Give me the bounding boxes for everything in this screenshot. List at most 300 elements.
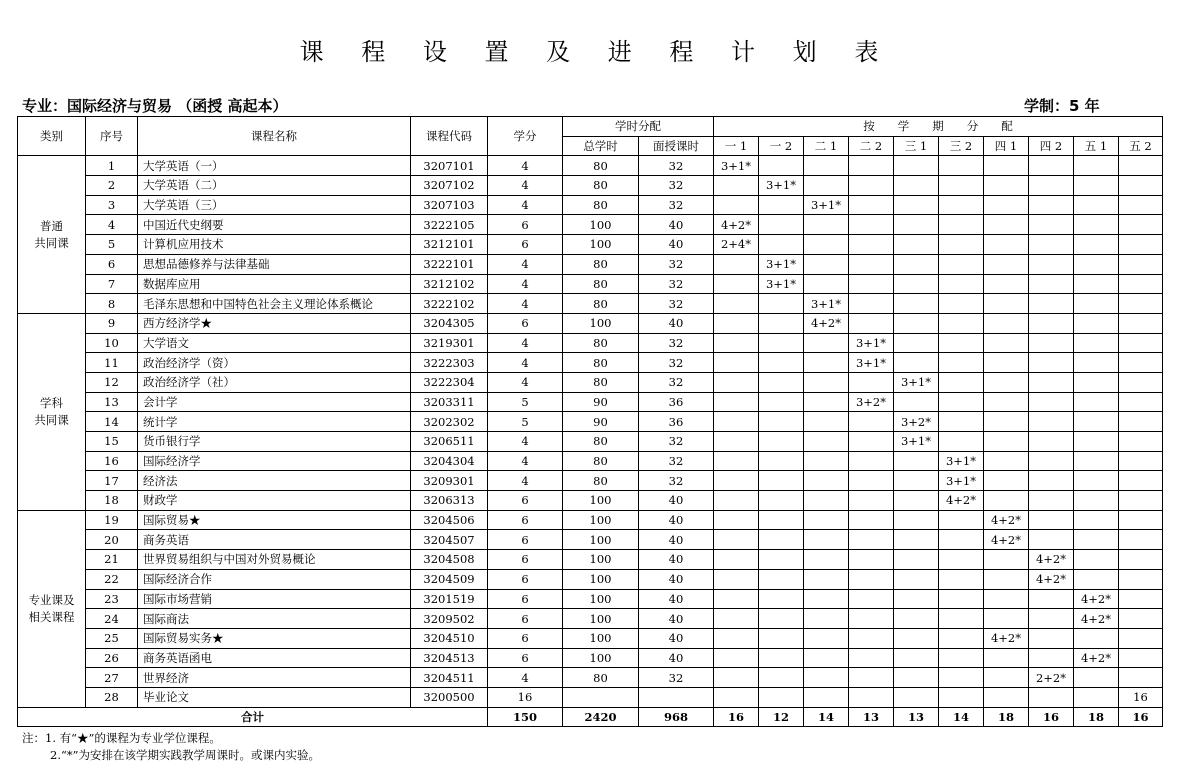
semester-cell — [894, 687, 939, 707]
semester-cell — [804, 235, 849, 255]
seq-cell: 11 — [86, 353, 138, 373]
semester-cell — [849, 648, 894, 668]
semester-cell — [1029, 215, 1074, 235]
semester-cell — [849, 628, 894, 648]
course-code-cell: 3204304 — [411, 451, 488, 471]
semester-cell — [714, 432, 759, 452]
semester-cell — [804, 333, 849, 353]
course-name-cell: 政治经济学（社） — [138, 372, 411, 392]
semester-cell — [849, 215, 894, 235]
contact-hours-cell: 32 — [639, 372, 714, 392]
semester-cell — [984, 176, 1029, 196]
contact-hours-cell: 40 — [639, 609, 714, 629]
course-name-cell: 商务英语函电 — [138, 648, 411, 668]
semester-cell — [1119, 530, 1163, 550]
semester-cell — [1074, 294, 1119, 314]
header-semester-group: 按 学 期 分 配 — [714, 117, 1163, 137]
course-code-cell: 3204510 — [411, 628, 488, 648]
semester-cell: 3+1* — [939, 471, 984, 491]
contact-hours-cell: 36 — [639, 412, 714, 432]
table-body — [18, 156, 1163, 727]
semester-cell: 4+2* — [984, 628, 1029, 648]
contact-hours-cell: 32 — [639, 668, 714, 688]
total-hours-cell: 90 — [563, 392, 639, 412]
semester-cell: 3+1* — [759, 254, 804, 274]
semester-cell — [894, 589, 939, 609]
course-name-cell: 国际贸易★ — [138, 510, 411, 530]
total-semester-cell: 14 — [804, 707, 849, 727]
semester-cell — [894, 313, 939, 333]
semester-cell — [1029, 254, 1074, 274]
semester-cell — [849, 569, 894, 589]
semester-cell — [1029, 510, 1074, 530]
table-row — [18, 628, 1163, 648]
semester-cell — [1029, 471, 1074, 491]
header-hours-group: 学时分配 — [563, 117, 714, 137]
header-semester: 四 2 — [1029, 136, 1074, 156]
credit-cell: 4 — [488, 668, 563, 688]
semester-cell — [804, 569, 849, 589]
semester-cell — [849, 195, 894, 215]
table-row — [18, 274, 1163, 294]
table-row — [18, 609, 1163, 629]
total-hours-cell: 80 — [563, 432, 639, 452]
course-name-cell: 国际经济合作 — [138, 569, 411, 589]
semester-cell — [1119, 392, 1163, 412]
semester-cell — [1029, 372, 1074, 392]
table-row — [18, 569, 1163, 589]
duration-label: 学制：5 年 — [1024, 97, 1100, 115]
course-name-cell: 商务英语 — [138, 530, 411, 550]
header-semester: 一 1 — [714, 136, 759, 156]
semester-cell — [1029, 353, 1074, 373]
semester-cell: 4+2* — [1029, 550, 1074, 570]
total-semester-cell: 18 — [984, 707, 1029, 727]
semester-cell — [804, 372, 849, 392]
table-row — [18, 333, 1163, 353]
semester-cell — [939, 510, 984, 530]
semester-cell — [1029, 294, 1074, 314]
semester-cell: 3+1* — [849, 333, 894, 353]
semester-cell — [984, 491, 1029, 511]
semester-cell — [759, 668, 804, 688]
semester-cell — [804, 648, 849, 668]
semester-cell — [984, 274, 1029, 294]
semester-cell — [759, 333, 804, 353]
course-name-cell: 政治经济学（资） — [138, 353, 411, 373]
seq-cell: 24 — [86, 609, 138, 629]
semester-cell — [759, 195, 804, 215]
semester-cell — [939, 550, 984, 570]
credit-cell: 4 — [488, 274, 563, 294]
semester-cell — [1029, 530, 1074, 550]
course-name-cell: 货币银行学 — [138, 432, 411, 452]
semester-cell — [849, 176, 894, 196]
total-hours-cell: 100 — [563, 609, 639, 629]
semester-cell — [1074, 392, 1119, 412]
semester-cell — [939, 648, 984, 668]
course-name-cell: 会计学 — [138, 392, 411, 412]
total-hours-cell: 80 — [563, 176, 639, 196]
category-label: 相关课程 — [28, 609, 75, 624]
semester-cell — [939, 313, 984, 333]
header-contact-hours: 面授课时 — [639, 136, 714, 156]
semester-cell — [759, 392, 804, 412]
semester-cell — [939, 274, 984, 294]
credit-cell: 4 — [488, 156, 563, 176]
semester-cell: 4+2* — [984, 510, 1029, 530]
total-semester-cell: 14 — [939, 707, 984, 727]
credit-cell: 4 — [488, 254, 563, 274]
semester-cell — [939, 333, 984, 353]
semester-cell — [714, 451, 759, 471]
total-hours-cell: 80 — [563, 451, 639, 471]
semester-cell — [1119, 353, 1163, 373]
semester-cell — [1119, 550, 1163, 570]
credit-cell: 6 — [488, 569, 563, 589]
seq-cell: 12 — [86, 372, 138, 392]
total-semester-cell: 13 — [849, 707, 894, 727]
semester-cell — [894, 215, 939, 235]
semester-cell — [759, 648, 804, 668]
course-code-cell: 3222105 — [411, 215, 488, 235]
semester-cell: 4+2* — [1074, 609, 1119, 629]
course-name-cell: 世界经济 — [138, 668, 411, 688]
semester-cell — [759, 687, 804, 707]
semester-cell — [1029, 589, 1074, 609]
seq-cell: 17 — [86, 471, 138, 491]
semester-cell — [894, 176, 939, 196]
semester-cell — [849, 313, 894, 333]
semester-cell — [849, 589, 894, 609]
table-row — [18, 215, 1163, 235]
semester-cell: 4+2* — [714, 215, 759, 235]
semester-cell — [759, 215, 804, 235]
course-code-cell: 3204508 — [411, 550, 488, 570]
semester-cell — [1029, 648, 1074, 668]
total-semester-cell: 16 — [1119, 707, 1163, 727]
semester-cell — [714, 412, 759, 432]
course-code-cell: 3212102 — [411, 274, 488, 294]
semester-cell — [894, 451, 939, 471]
semester-cell — [984, 195, 1029, 215]
seq-cell: 21 — [86, 550, 138, 570]
semester-cell — [984, 254, 1029, 274]
semester-cell — [894, 569, 939, 589]
total-hours-cell: 80 — [563, 156, 639, 176]
course-name-cell: 思想品德修养与法律基础 — [138, 254, 411, 274]
seq-cell: 20 — [86, 530, 138, 550]
semester-cell: 3+1* — [849, 353, 894, 373]
semester-cell — [714, 648, 759, 668]
total-hours-cell: 100 — [563, 510, 639, 530]
header-semester: 三 2 — [939, 136, 984, 156]
semester-cell — [894, 530, 939, 550]
table-row — [18, 313, 1163, 333]
course-name-cell: 大学英语（一） — [138, 156, 411, 176]
course-code-cell: 3204509 — [411, 569, 488, 589]
contact-hours-cell: 32 — [639, 333, 714, 353]
semester-cell — [1074, 491, 1119, 511]
total-hours-cell: 100 — [563, 648, 639, 668]
total-semester-cell: 13 — [894, 707, 939, 727]
semester-cell — [1119, 432, 1163, 452]
semester-cell — [984, 550, 1029, 570]
semester-cell — [984, 392, 1029, 412]
category-cell — [18, 156, 86, 314]
semester-cell — [984, 648, 1029, 668]
semester-cell: 3+1* — [804, 294, 849, 314]
total-hours-cell: 100 — [563, 589, 639, 609]
semester-cell — [939, 668, 984, 688]
semester-cell — [759, 491, 804, 511]
semester-cell — [849, 235, 894, 255]
semester-cell — [894, 254, 939, 274]
category-cell — [18, 510, 86, 707]
semester-cell — [759, 471, 804, 491]
table-row — [18, 530, 1163, 550]
course-name-cell: 国际经济学 — [138, 451, 411, 471]
table-row — [18, 294, 1163, 314]
credit-cell: 6 — [488, 235, 563, 255]
credit-cell: 4 — [488, 451, 563, 471]
semester-cell — [1029, 274, 1074, 294]
course-name-cell: 国际贸易实务★ — [138, 628, 411, 648]
contact-hours-cell: 40 — [639, 550, 714, 570]
semester-cell — [849, 609, 894, 629]
semester-cell — [804, 530, 849, 550]
seq-cell: 6 — [86, 254, 138, 274]
semester-cell — [1074, 215, 1119, 235]
total-hours-cell — [563, 687, 639, 707]
contact-hours-cell: 40 — [639, 530, 714, 550]
contact-hours-cell: 32 — [639, 195, 714, 215]
table-row — [18, 195, 1163, 215]
semester-cell — [1074, 274, 1119, 294]
contact-hours-cell: 32 — [639, 471, 714, 491]
contact-hours-cell: 40 — [639, 628, 714, 648]
semester-cell — [1029, 491, 1074, 511]
semester-cell — [714, 353, 759, 373]
semester-cell — [759, 412, 804, 432]
table-row — [18, 156, 1163, 176]
credit-cell: 6 — [488, 609, 563, 629]
semester-cell — [984, 471, 1029, 491]
credit-cell: 16 — [488, 687, 563, 707]
credit-cell: 4 — [488, 176, 563, 196]
total-hours-cell: 100 — [563, 569, 639, 589]
credit-cell: 6 — [488, 215, 563, 235]
course-name-cell: 西方经济学★ — [138, 313, 411, 333]
credit-cell: 6 — [488, 589, 563, 609]
semester-cell — [759, 313, 804, 333]
total-hours-cell: 90 — [563, 412, 639, 432]
course-code-cell: 3212101 — [411, 235, 488, 255]
course-plan-table — [17, 116, 1163, 727]
semester-cell — [939, 530, 984, 550]
course-name-cell: 大学语文 — [138, 333, 411, 353]
semester-cell — [714, 333, 759, 353]
course-name-cell: 中国近代史纲要 — [138, 215, 411, 235]
semester-cell: 4+2* — [939, 491, 984, 511]
semester-cell — [939, 254, 984, 274]
semester-cell: 3+1* — [939, 451, 984, 471]
semester-cell — [1119, 176, 1163, 196]
course-code-cell: 3219301 — [411, 333, 488, 353]
semester-cell — [984, 569, 1029, 589]
semester-cell — [1119, 451, 1163, 471]
semester-cell — [759, 589, 804, 609]
semester-cell — [849, 372, 894, 392]
credit-cell: 4 — [488, 471, 563, 491]
credit-cell: 6 — [488, 491, 563, 511]
header-semester: 二 1 — [804, 136, 849, 156]
semester-cell — [759, 628, 804, 648]
semester-cell — [1029, 432, 1074, 452]
course-code-cell: 3222102 — [411, 294, 488, 314]
course-code-cell: 3222101 — [411, 254, 488, 274]
semester-cell — [1074, 313, 1119, 333]
course-code-cell: 3204513 — [411, 648, 488, 668]
total-hours-cell: 100 — [563, 491, 639, 511]
semester-cell — [1119, 668, 1163, 688]
category-label: 共同课 — [34, 412, 69, 427]
header-semester: 一 2 — [759, 136, 804, 156]
semester-cell — [849, 491, 894, 511]
seq-cell: 22 — [86, 569, 138, 589]
semester-cell — [1029, 412, 1074, 432]
course-name-cell: 国际市场营销 — [138, 589, 411, 609]
semester-cell — [714, 510, 759, 530]
table-row — [18, 353, 1163, 373]
credit-cell: 4 — [488, 432, 563, 452]
semester-cell — [894, 156, 939, 176]
credit-cell: 5 — [488, 392, 563, 412]
header-course-code: 课程代码 — [411, 117, 488, 156]
semester-cell — [804, 254, 849, 274]
credit-cell: 4 — [488, 333, 563, 353]
contact-hours-cell: 32 — [639, 432, 714, 452]
semester-cell — [714, 313, 759, 333]
semester-cell — [1119, 294, 1163, 314]
semester-cell — [714, 274, 759, 294]
table-row — [18, 589, 1163, 609]
semester-cell — [714, 569, 759, 589]
semester-cell — [894, 550, 939, 570]
semester-cell — [894, 668, 939, 688]
semester-cell — [714, 589, 759, 609]
semester-cell — [849, 530, 894, 550]
table-row — [18, 235, 1163, 255]
seq-cell: 14 — [86, 412, 138, 432]
contact-hours-cell: 40 — [639, 313, 714, 333]
semester-cell — [984, 609, 1029, 629]
semester-cell — [804, 392, 849, 412]
seq-cell: 16 — [86, 451, 138, 471]
contact-hours-cell: 40 — [639, 648, 714, 668]
course-code-cell: 3204506 — [411, 510, 488, 530]
total-hours-cell: 100 — [563, 550, 639, 570]
semester-cell — [894, 471, 939, 491]
semester-cell — [759, 432, 804, 452]
semester-cell — [1119, 195, 1163, 215]
seq-cell: 3 — [86, 195, 138, 215]
contact-hours-cell: 40 — [639, 491, 714, 511]
semester-cell — [759, 569, 804, 589]
header-total-hours: 总学时 — [563, 136, 639, 156]
semester-cell — [759, 609, 804, 629]
credit-cell: 4 — [488, 372, 563, 392]
seq-cell: 23 — [86, 589, 138, 609]
credit-cell: 6 — [488, 530, 563, 550]
contact-hours-cell: 40 — [639, 569, 714, 589]
contact-hours-cell: 32 — [639, 451, 714, 471]
total-credit: 150 — [488, 707, 563, 727]
total-hours: 2420 — [563, 707, 639, 727]
semester-cell — [804, 432, 849, 452]
semester-cell — [939, 589, 984, 609]
course-name-cell: 数据库应用 — [138, 274, 411, 294]
total-semester-cell: 16 — [714, 707, 759, 727]
credit-cell: 6 — [488, 313, 563, 333]
course-code-cell: 3209502 — [411, 609, 488, 629]
semester-cell — [804, 176, 849, 196]
contact-hours-cell: 40 — [639, 589, 714, 609]
credit-cell: 4 — [488, 294, 563, 314]
semester-cell — [984, 235, 1029, 255]
semester-cell — [939, 609, 984, 629]
semester-cell: 3+1* — [714, 156, 759, 176]
semester-cell — [804, 215, 849, 235]
semester-cell — [714, 195, 759, 215]
semester-cell — [984, 372, 1029, 392]
semester-cell — [759, 353, 804, 373]
semester-cell — [1119, 628, 1163, 648]
semester-cell — [849, 432, 894, 452]
total-hours-cell: 80 — [563, 333, 639, 353]
semester-cell — [1029, 628, 1074, 648]
page-title: 课 程 设 置 及 进 程 计 划 表 — [299, 38, 894, 66]
semester-cell — [804, 274, 849, 294]
semester-cell — [759, 451, 804, 471]
semester-cell — [849, 451, 894, 471]
semester-cell — [759, 235, 804, 255]
semester-cell — [1119, 648, 1163, 668]
semester-cell — [1074, 451, 1119, 471]
course-name-cell: 经济法 — [138, 471, 411, 491]
course-code-cell: 3204305 — [411, 313, 488, 333]
total-hours-cell: 80 — [563, 195, 639, 215]
seq-cell: 27 — [86, 668, 138, 688]
semester-cell — [804, 510, 849, 530]
semester-cell — [804, 471, 849, 491]
semester-cell — [1074, 412, 1119, 432]
semester-cell — [984, 313, 1029, 333]
semester-cell — [714, 530, 759, 550]
semester-cell — [984, 668, 1029, 688]
semester-cell — [714, 687, 759, 707]
semester-cell — [1119, 156, 1163, 176]
semester-cell: 3+1* — [894, 432, 939, 452]
total-hours-cell: 80 — [563, 294, 639, 314]
table-header — [18, 117, 1163, 156]
header-semester: 四 1 — [984, 136, 1029, 156]
semester-cell — [1074, 668, 1119, 688]
semester-cell — [894, 274, 939, 294]
semester-cell — [804, 491, 849, 511]
semester-cell: 4+2* — [1074, 589, 1119, 609]
semester-cell — [1074, 510, 1119, 530]
